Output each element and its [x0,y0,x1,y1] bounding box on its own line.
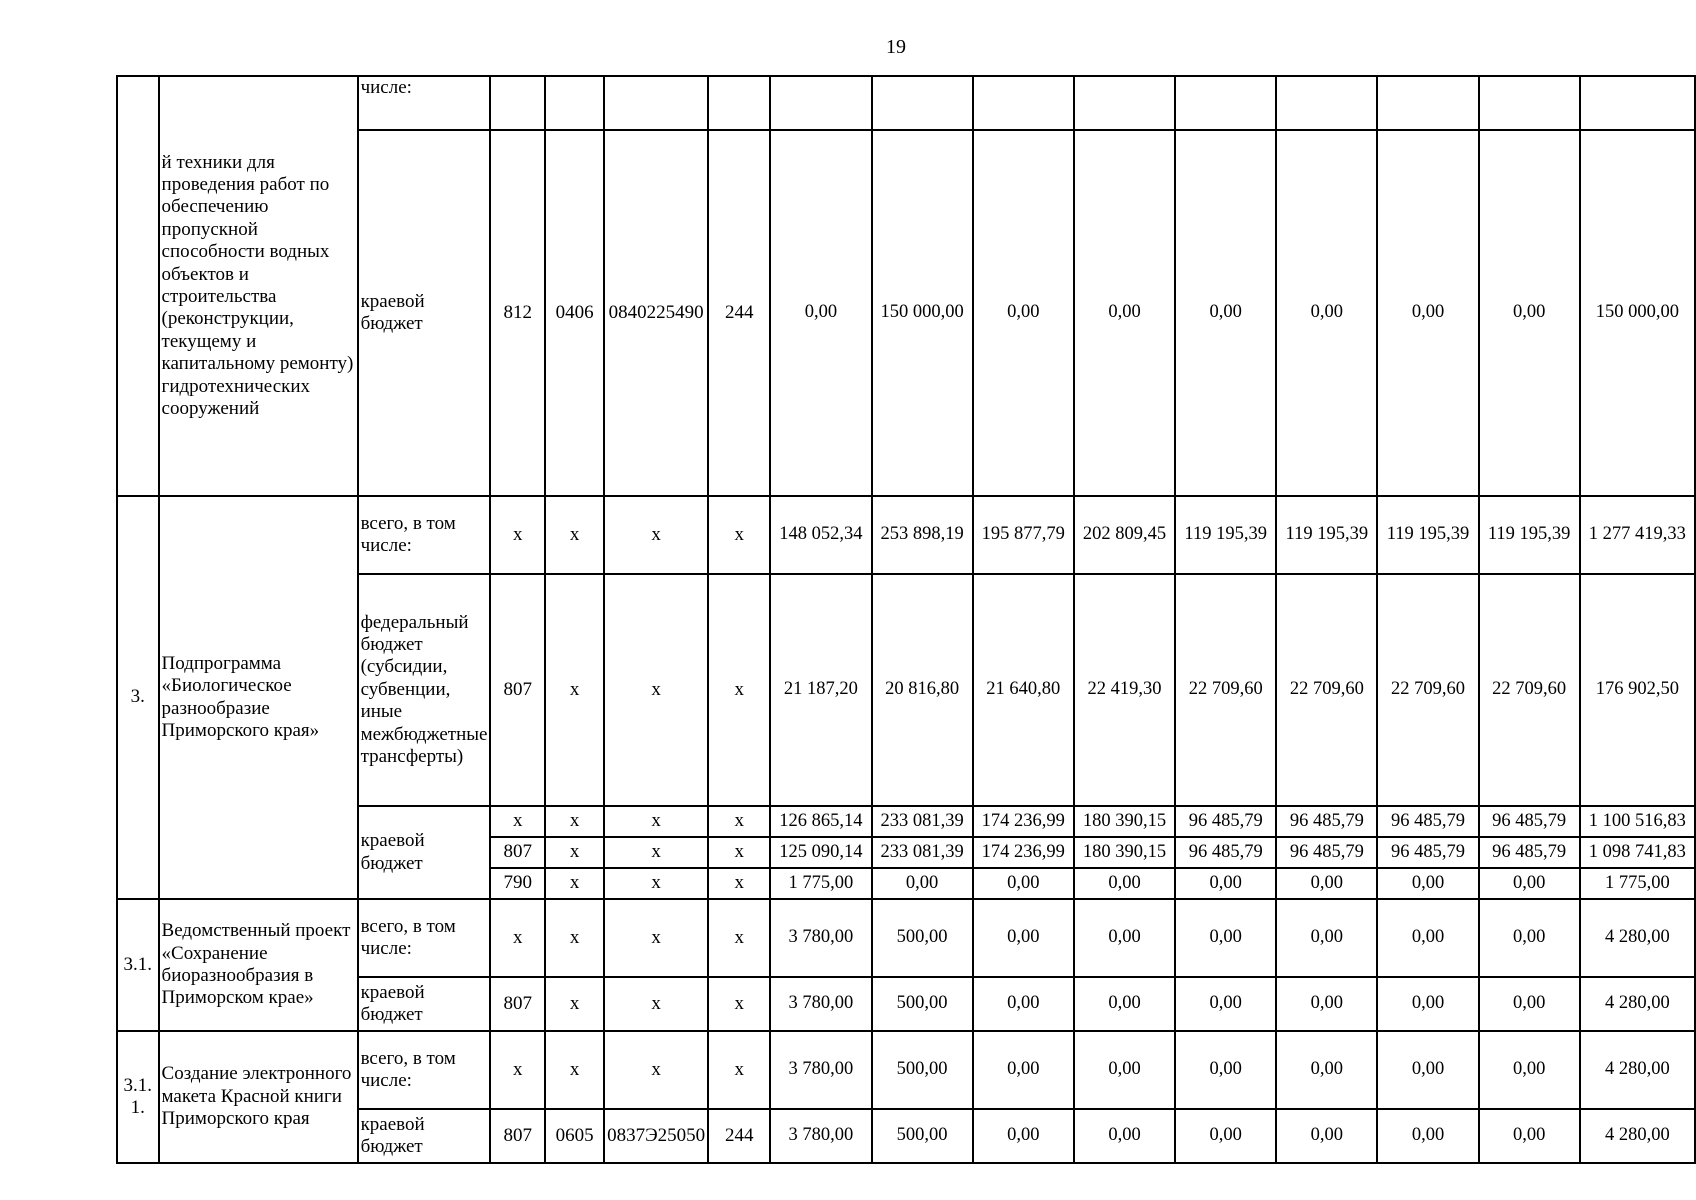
value-cell: 1 775,00 [770,868,871,899]
value-cell: 4 280,00 [1580,977,1695,1031]
value-cell: 0,00 [1377,1031,1478,1109]
code-cell: x [490,806,545,837]
code-cell: x [545,899,604,977]
value-cell: 3 780,00 [770,899,871,977]
value-cell: 0,00 [1479,1031,1580,1109]
value-cell: 4 280,00 [1580,899,1695,977]
value-cell: 0,00 [1377,1109,1478,1163]
value-cell: 3 780,00 [770,1109,871,1163]
value-cell: 500,00 [872,899,973,977]
value-cell: 1 775,00 [1580,868,1695,899]
value-cell: 0,00 [1479,130,1580,496]
value-cell: 148 052,34 [770,496,871,574]
value-cell: 0,00 [1276,1031,1377,1109]
value-cell: 125 090,14 [770,837,871,868]
code-cell: x [545,837,604,868]
value-cell: 0,00 [1175,1109,1276,1163]
code-cell: x [604,574,708,806]
code-cell: x [708,868,770,899]
value-cell: 119 195,39 [1175,496,1276,574]
code-cell: 0406 [545,130,604,496]
value-cell: 3 780,00 [770,1031,871,1109]
value-cell: 20 816,80 [872,574,973,806]
code-cell: x [604,496,708,574]
value-cell: 0,00 [973,868,1074,899]
value-cell: 0,00 [1074,1109,1175,1163]
value-cell: 119 195,39 [1276,496,1377,574]
funding-source: всего, в том числе: [358,496,491,574]
code-cell: x [708,574,770,806]
value-cell: 126 865,14 [770,806,871,837]
code-cell: x [490,899,545,977]
funding-source: числе: [358,76,491,130]
value-cell: 150 000,00 [1580,130,1695,496]
value-cell: 4 280,00 [1580,1031,1695,1109]
code-cell: x [604,977,708,1031]
value-cell: 21 640,80 [973,574,1074,806]
code-cell: x [708,899,770,977]
value-cell: 22 709,60 [1276,574,1377,806]
code-cell: 0837Э25050 [604,1109,708,1163]
value-cell: 96 485,79 [1175,837,1276,868]
value-cell: 96 485,79 [1276,837,1377,868]
value-cell: 233 081,39 [872,806,973,837]
code-cell: 0840225490 [604,130,708,496]
value-cell: 1 098 741,83 [1580,837,1695,868]
value-cell: 253 898,19 [872,496,973,574]
row-index: 3.1. 1. [117,1031,159,1163]
code-cell: 807 [490,977,545,1031]
code-cell: x [545,977,604,1031]
funding-source: краевой бюджет [358,806,491,899]
code-cell: x [604,868,708,899]
page-number: 19 [886,36,906,58]
funding-source: краевой бюджет [358,1109,491,1163]
budget-table [116,75,1696,1164]
funding-source: всего, в том числе: [358,899,491,977]
value-cell: 0,00 [973,130,1074,496]
value-cell: 0,00 [1175,868,1276,899]
value-cell: 0,00 [770,130,871,496]
code-cell: x [708,806,770,837]
code-cell: x [708,977,770,1031]
value-cell: 4 280,00 [1580,1109,1695,1163]
code-cell: x [545,868,604,899]
value-cell: 180 390,15 [1074,837,1175,868]
value-cell: 0,00 [1074,977,1175,1031]
value-cell: 3 780,00 [770,977,871,1031]
value-cell: 174 236,99 [973,837,1074,868]
table-row [117,1031,1695,1109]
code-cell: x [490,496,545,574]
value-cell: 0,00 [1175,1031,1276,1109]
value-cell: 96 485,79 [1479,806,1580,837]
funding-source: всего, в том числе: [358,1031,491,1109]
value-cell: 0,00 [1175,899,1276,977]
value-cell: 0,00 [1479,977,1580,1031]
item-name: й техники для проведения работ по обеспечению пропускной способности водных объектов и строительства (реконструкции, текущему и капитальному ремонту) гидротехнических сооружений [159,76,358,496]
value-cell: 0,00 [1276,977,1377,1031]
value-cell: 0,00 [1377,899,1478,977]
value-cell: 0,00 [1377,868,1478,899]
table-row [117,899,1695,977]
value-cell: 500,00 [872,977,973,1031]
code-cell: 807 [490,1109,545,1163]
code-cell: x [708,1031,770,1109]
code-cell: x [545,496,604,574]
code-cell: 0605 [545,1109,604,1163]
code-cell: x [708,496,770,574]
value-cell: 22 419,30 [1074,574,1175,806]
value-cell: 500,00 [872,1109,973,1163]
value-cell: 174 236,99 [973,806,1074,837]
code-cell: 244 [708,130,770,496]
value-cell: 0,00 [872,868,973,899]
code-cell: 790 [490,868,545,899]
code-cell: x [604,837,708,868]
table-row [117,496,1695,574]
code-cell: 244 [708,1109,770,1163]
value-cell: 96 485,79 [1377,837,1478,868]
value-cell: 0,00 [1175,977,1276,1031]
value-cell: 0,00 [1479,868,1580,899]
code-cell: 807 [490,837,545,868]
value-cell: 233 081,39 [872,837,973,868]
item-name: Подпрограмма «Биологическое разнообразие Приморского края» [159,496,358,899]
value-cell: 0,00 [1276,130,1377,496]
code-cell: x [545,806,604,837]
code-cell: 807 [490,574,545,806]
table-row [117,76,1695,130]
value-cell: 22 709,60 [1377,574,1478,806]
value-cell: 21 187,20 [770,574,871,806]
code-cell: x [545,574,604,806]
value-cell: 0,00 [1074,1031,1175,1109]
code-cell: x [545,1031,604,1109]
value-cell: 96 485,79 [1479,837,1580,868]
value-cell: 0,00 [1377,977,1478,1031]
row-index: 3.1. [117,899,159,1031]
funding-source: краевой бюджет [358,130,491,496]
value-cell: 195 877,79 [973,496,1074,574]
code-cell: x [604,899,708,977]
code-cell: x [490,1031,545,1109]
value-cell: 0,00 [1074,868,1175,899]
value-cell: 500,00 [872,1031,973,1109]
item-name: Создание электронного макета Красной книги Приморского края [159,1031,358,1163]
item-name: Ведомственный проект «Сохранение биоразнообразия в Приморском крае» [159,899,358,1031]
value-cell: 0,00 [973,899,1074,977]
value-cell: 22 709,60 [1175,574,1276,806]
value-cell: 0,00 [1276,868,1377,899]
value-cell: 0,00 [1276,899,1377,977]
value-cell: 22 709,60 [1479,574,1580,806]
value-cell: 202 809,45 [1074,496,1175,574]
value-cell: 0,00 [1074,130,1175,496]
value-cell: 150 000,00 [872,130,973,496]
code-cell: x [708,837,770,868]
value-cell: 0,00 [973,977,1074,1031]
value-cell: 0,00 [1175,130,1276,496]
code-cell: x [604,1031,708,1109]
value-cell: 0,00 [973,1031,1074,1109]
code-cell: 812 [490,130,545,496]
value-cell: 119 195,39 [1377,496,1478,574]
value-cell: 0,00 [973,1109,1074,1163]
value-cell: 96 485,79 [1276,806,1377,837]
value-cell: 96 485,79 [1175,806,1276,837]
funding-source: федеральный бюджет (субсидии, субвенции, иные межбюджетные трансферты) [358,574,491,806]
row-index: 3. [117,496,159,899]
value-cell: 1 100 516,83 [1580,806,1695,837]
code-cell: x [604,806,708,837]
row-index [117,76,159,496]
value-cell: 180 390,15 [1074,806,1175,837]
value-cell: 0,00 [1074,899,1175,977]
value-cell: 119 195,39 [1479,496,1580,574]
value-cell: 1 277 419,33 [1580,496,1695,574]
funding-source: краевой бюджет [358,977,491,1031]
value-cell: 0,00 [1276,1109,1377,1163]
value-cell: 0,00 [1377,130,1478,496]
value-cell: 96 485,79 [1377,806,1478,837]
value-cell: 176 902,50 [1580,574,1695,806]
value-cell: 0,00 [1479,899,1580,977]
value-cell: 0,00 [1479,1109,1580,1163]
